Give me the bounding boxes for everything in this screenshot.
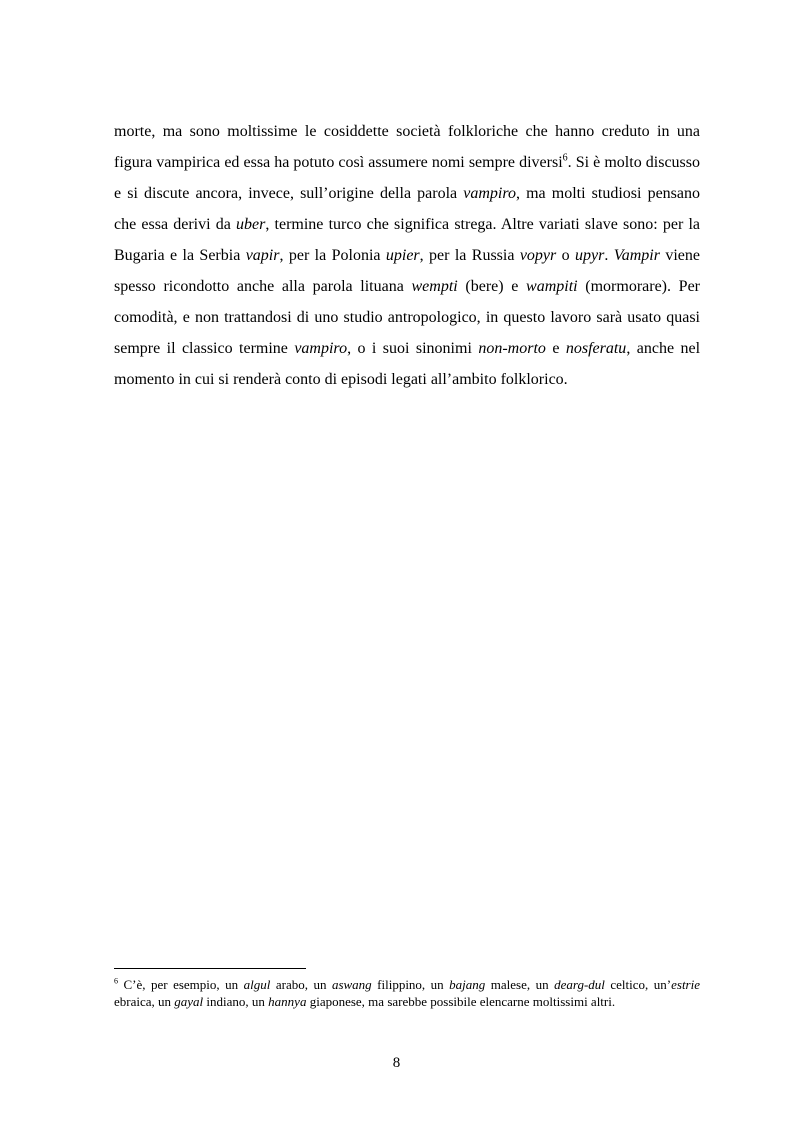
text-run: ebraica, un (114, 994, 175, 1009)
text-run: , per la Russia (419, 247, 520, 264)
text-run: , termine turco che significa strega. Altre variati slave sono: per la Bugaria e la Serbia (114, 216, 701, 264)
term-non-morto: non-morto (478, 340, 546, 357)
term-upier: upier (385, 247, 420, 264)
text-run: morte, ma sono moltissime le cosiddette società folkloriche che hanno creduto in una figura vampirica ed essa ha potuto così assumere nomi sempre diversi (114, 123, 700, 171)
text-run: o (556, 247, 576, 264)
text-run: indiano, un (203, 994, 269, 1009)
term-uber: uber (236, 216, 266, 233)
text-run: , per la Polonia (279, 247, 386, 264)
footnote-reference[interactable]: 6 (562, 152, 568, 164)
term-vampir: Vampir (613, 247, 660, 264)
term-nosferatu: nosferatu (565, 340, 627, 357)
term-vampiro: vampiro (294, 340, 348, 357)
term-aswang: aswang (331, 977, 372, 992)
text-run: . (604, 247, 614, 264)
text-run: viene spesso ricondotto anche alla parola lituana (114, 247, 701, 295)
term-hannya: hannya (268, 994, 307, 1009)
text-run: , anche nel momento in cui si renderà conto di episodi legati all’ambito folklorico. (114, 340, 701, 388)
text-run: arabo, un (270, 977, 332, 992)
term-vopyr: vopyr (519, 247, 557, 264)
text-run: e (545, 340, 566, 357)
text-run: giaponese, ma sarebbe possibile elencarne moltissimi altri. (306, 994, 616, 1009)
footnote (114, 976, 700, 1010)
term-wempti: wempti (411, 278, 458, 295)
term-bajang: bajang (449, 977, 486, 992)
term-gayal: gayal (174, 994, 204, 1009)
text-run: C’è, per esempio, un (118, 977, 244, 992)
term-algul: algul (243, 977, 271, 992)
text-run: (bere) e (457, 278, 527, 295)
text-run: celtico, un’ (604, 977, 672, 992)
page-number: 8 (392, 1055, 401, 1071)
term-estrie: estrie (671, 977, 700, 992)
text-run: malese, un (485, 977, 555, 992)
body-paragraph (114, 116, 700, 395)
text-run: (mormorare). Per comodità, e non trattandosi di uno studio antropologico, in questo lavoro sarà usato quasi sempre il classico termine (114, 278, 700, 357)
text-run: , ma molti studiosi pensano che essa derivi da (114, 185, 700, 233)
term-wampiti: wampiti (526, 278, 578, 295)
term-upyr: upyr (575, 247, 605, 264)
term-dearg-dul: dearg-dul (554, 977, 605, 992)
footnote-number: 6 (114, 976, 118, 986)
text-run: filippino, un (371, 977, 450, 992)
term-vampiro: vampiro (463, 185, 516, 202)
text-run: , o i suoi sinonimi (347, 340, 479, 357)
text-run: . Si è molto discusso e si discute ancora, invece, sull’origine della parola (114, 154, 700, 202)
footnote-separator (114, 968, 306, 969)
term-vapir: vapir (245, 247, 280, 264)
